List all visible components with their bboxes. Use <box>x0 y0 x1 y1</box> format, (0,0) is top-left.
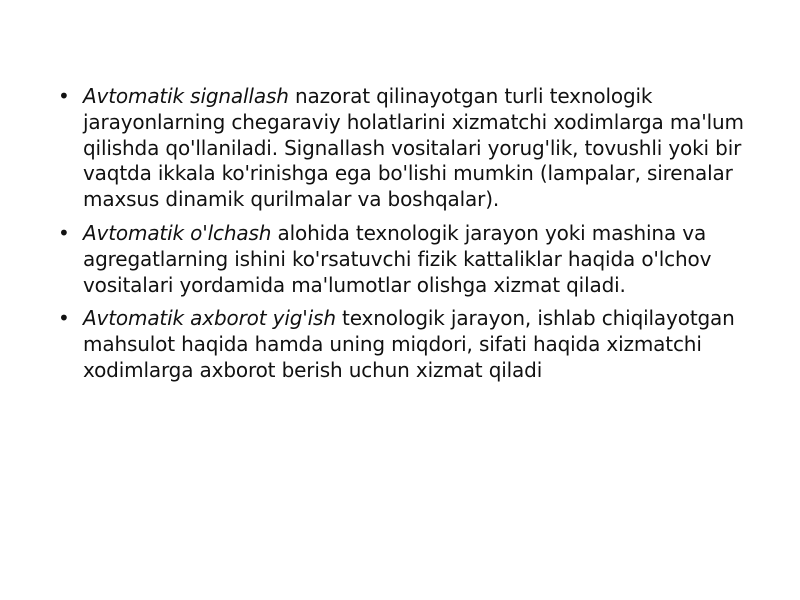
bullet-item-axborot-yigish <box>58 306 748 383</box>
bullet-icon: • <box>58 306 70 331</box>
bullet-item-signallash <box>58 84 748 213</box>
bullet-icon: • <box>58 220 70 245</box>
bullet-term: Avtomatik o'lchash <box>83 220 272 245</box>
bullet-list <box>58 84 748 392</box>
bullet-text: alohida texnologik jarayon yoki mashina va agregatlarning ishini ko'rsatuvchi fizik kattaliklar haqida o'lchov vositalari yordamida ma'lumotlar olishga xizmat qiladi. <box>83 220 712 297</box>
bullet-text: nazorat qilinayotgan turli texnologik jarayonlarning chegaraviy holatlarini xizmatchi xodimlarga ma'lum qilishda qo'llaniladi. Signallash vositalari yorug'lik, tovushli yoki bir vaqtda ikkala ko'rinishga ega bo'lishi mumkin (lampalar, sirenalar maxsus dinamik qurilmalar va boshqalar). <box>83 84 744 212</box>
bullet-term: Avtomatik axborot yig'ish <box>83 306 336 331</box>
bullet-item-olchash <box>58 221 748 298</box>
bullet-icon: • <box>58 84 70 108</box>
bullet-text: texnologik jarayon, ishlab chiqilayotgan mahsulot haqida hamda uning miqdori, sifati haqida xizmatchi xodimlarga axborot berish uchun xizmat qiladi <box>83 306 735 382</box>
bullet-term: Avtomatik signallash <box>83 84 289 108</box>
